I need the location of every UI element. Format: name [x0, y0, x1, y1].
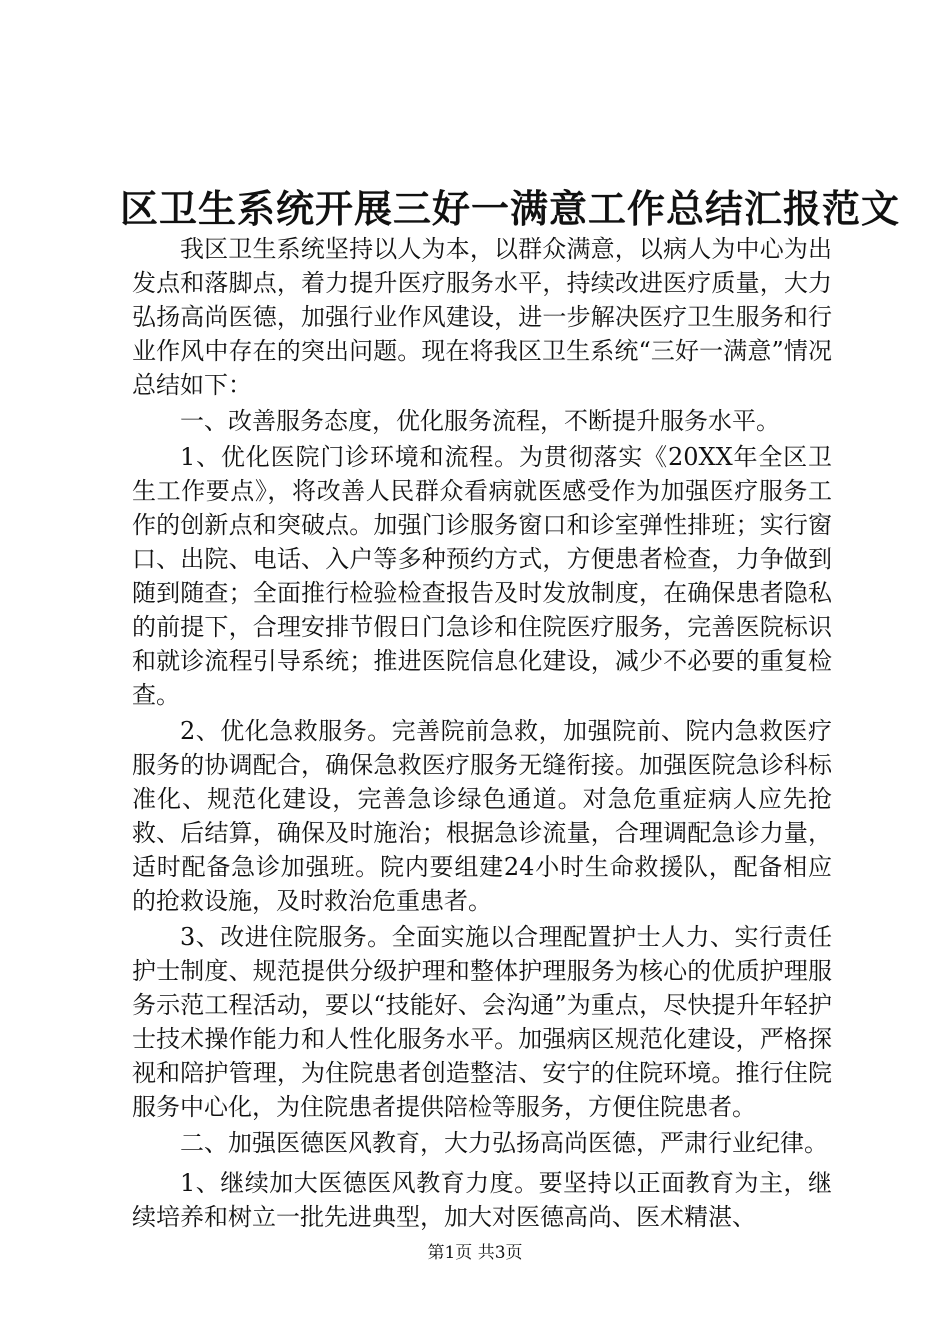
section-heading-1: 一、改善服务态度，优化服务流程，不断提升服务水平。	[180, 407, 780, 435]
document-title: 区卫生系统开展三好一满意工作总结汇报范文	[120, 186, 901, 231]
section-heading-2: 二、加强医德医风教育，大力弘扬高尚医德，严肃行业纪律。	[180, 1129, 828, 1157]
section-1-item-2: 2、优化急救服务。完善院前急救，加强院前、院内急救医疗服务的协调配合，确保急救医疗服务无缝衔接。加强医院急诊科标准化、规范化建设，完善急诊绿色通道。对急危重症病人应先抢救、后结算，确保及时施治；根据急诊流量，合理调配急诊力量，适时配备急诊加强班。院内要组建24小时生命救援队，配备相应的抢救设施，及时救治危重患者。	[132, 717, 832, 915]
document-body	[132, 232, 832, 1234]
page-footer: 第1页 共3页	[427, 1243, 523, 1263]
section-2-item-1: 1、继续加大医德医风教育力度。要坚持以正面教育为主，继续培养和树立一批先进典型，加大对医德高尚、医术精湛、	[132, 1169, 832, 1231]
intro-paragraph: 我区卫生系统坚持以人为本，以群众满意，以病人为中心为出发点和落脚点，着力提升医疗服务水平，持续改进医疗质量，大力弘扬高尚医德，加强行业作风建设，进一步解决医疗卫生服务和行业作风中存在的突出问题。现在将我区卫生系统“三好一满意”情况总结如下：	[132, 235, 832, 399]
section-1-item-3: 3、改进住院服务。全面实施以合理配置护士人力、实行责任护士制度、规范提供分级护理和整体护理服务为核心的优质护理服务示范工程活动，要以“技能好、会沟通”为重点，尽快提升年轻护士技术操作能力和人性化服务水平。加强病区规范化建设，严格探视和陪护管理，为住院患者创造整洁、安宁的住院环境。推行住院服务中心化，为住院患者提供陪检等服务，方便住院患者。	[132, 923, 832, 1121]
section-1-item-1: 1、优化医院门诊环境和流程。为贯彻落实《20XX年全区卫生工作要点》，将改善人民群众看病就医感受作为加强医疗服务工作的创新点和突破点。加强门诊服务窗口和诊室弹性排班；实行窗口、出院、电话、入户等多种预约方式，方便患者检查，力争做到随到随查；全面推行检验检查报告及时发放制度，在确保患者隐私的前提下，合理安排节假日门急诊和住院医疗服务，完善医院标识和就诊流程引导系统；推进医院信息化建设，减少不必要的重复检查。	[132, 443, 832, 709]
